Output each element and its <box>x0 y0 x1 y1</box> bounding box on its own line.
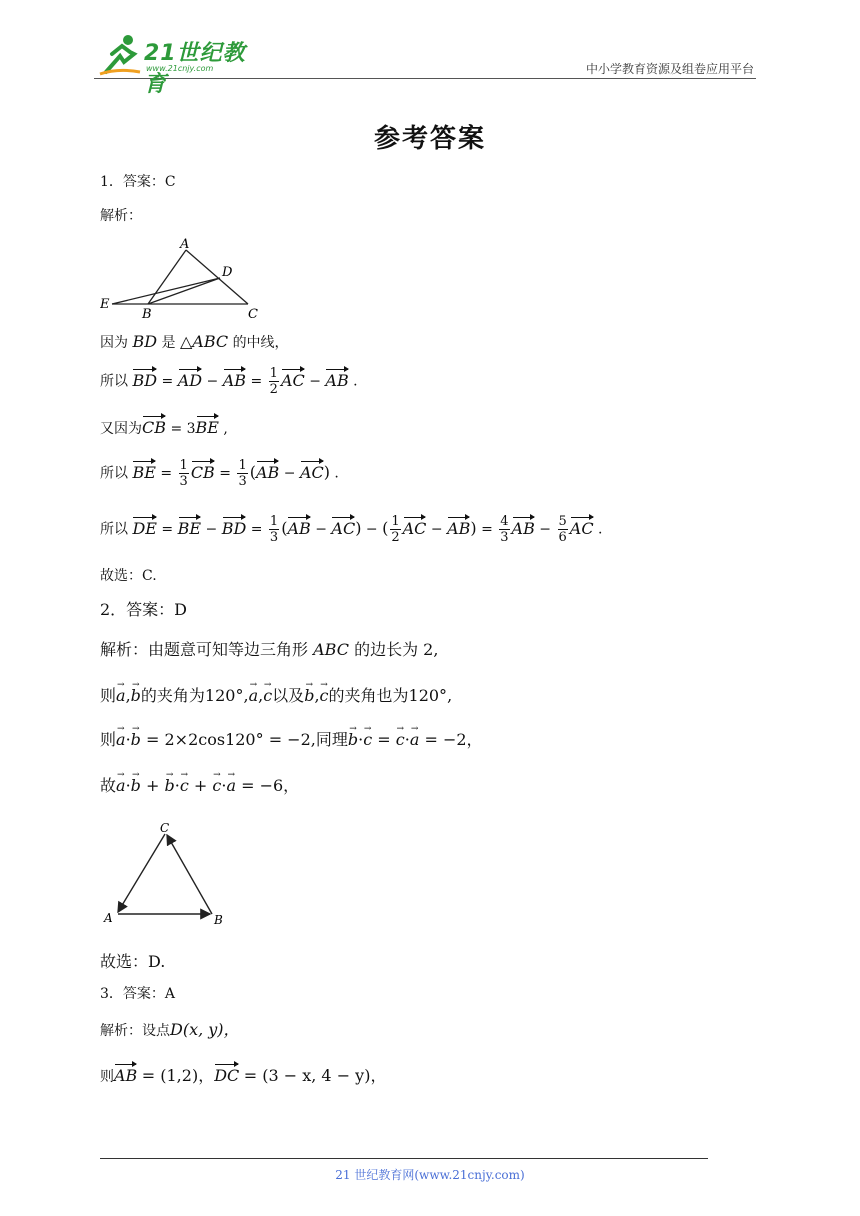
logo-text: 21世纪教育 <box>144 41 246 97</box>
label-B: B <box>142 307 152 320</box>
q2-angle-line: 则→ a,→ b的夹角为120°,→ a,→ c以及→ b,→ c的夹角也为120°, <box>100 686 452 706</box>
label-E: E <box>100 297 110 312</box>
q1-answer: 1．答案：C <box>100 174 176 190</box>
label-B: B <box>214 913 223 927</box>
label-C: C <box>160 821 170 835</box>
q2-answer: 2．答案：D <box>100 600 188 619</box>
q1-line-de: 所以 DE = BE − BD = $\frac{1}{3}$ (AB − AC) − ( $\frac{1}{2}$ AC − AB) = $\frac{4}{3}$ AB − $\frac{5}{6}$ AC . <box>100 514 603 545</box>
q3-analysis: 解析：设点D(x, y)， <box>100 1020 240 1039</box>
q1-conclusion: 故选：C. <box>100 568 157 584</box>
runner-logo-icon <box>94 32 144 76</box>
triangle-figure-1 <box>100 236 270 320</box>
label-C: C <box>248 307 258 320</box>
label-A: A <box>104 911 113 925</box>
q2-sum-line: 故→ a·→ b + → b·→ c + → c·→ a = −6， <box>100 776 299 796</box>
label-A: A <box>180 237 190 252</box>
q2-analysis: 解析：由题意可知等边三角形 ABC 的边长为 2, <box>100 640 439 659</box>
q1-line-bd: 所以 BD = AD − AB = $\frac{1}{2}$ AC − AB . <box>100 366 358 397</box>
footer-divider <box>100 1158 708 1159</box>
q3-answer: 3．答案：A <box>100 986 176 1002</box>
q1-line-median: 因为 BD 是 △ABC 的中线， <box>100 332 289 351</box>
logo <box>94 32 264 97</box>
platform-name: 中小学教育资源及组卷应用平台 <box>585 62 754 76</box>
page-title: 参考答案 <box>373 124 486 154</box>
triangle-figure-2 <box>100 818 230 928</box>
page-header <box>94 32 756 97</box>
q1-line-cb: 又因为CB = 3BE , <box>100 418 228 437</box>
q3-vectors: 则AB = (1,2)，DC = (3 − x, 4 − y)， <box>100 1066 387 1085</box>
footer: 21 世纪教育网(www.21cnjy.com) <box>335 1168 525 1182</box>
q2-dot-line: 则→ a·→ b = 2×2cos120° = −2,同理→ b·→ c = → c·→ a = −2， <box>100 730 483 750</box>
q1-analysis-label: 解析： <box>100 208 142 224</box>
logo-url: www.21cnjy.com <box>146 64 214 73</box>
q1-line-be: 所以 BE = $\frac{1}{3}$ CB = $\frac{1}{3}$ (AB − AC) . <box>100 458 339 489</box>
q2-conclusion: 故选：D. <box>100 952 166 971</box>
label-D: D <box>222 265 233 280</box>
